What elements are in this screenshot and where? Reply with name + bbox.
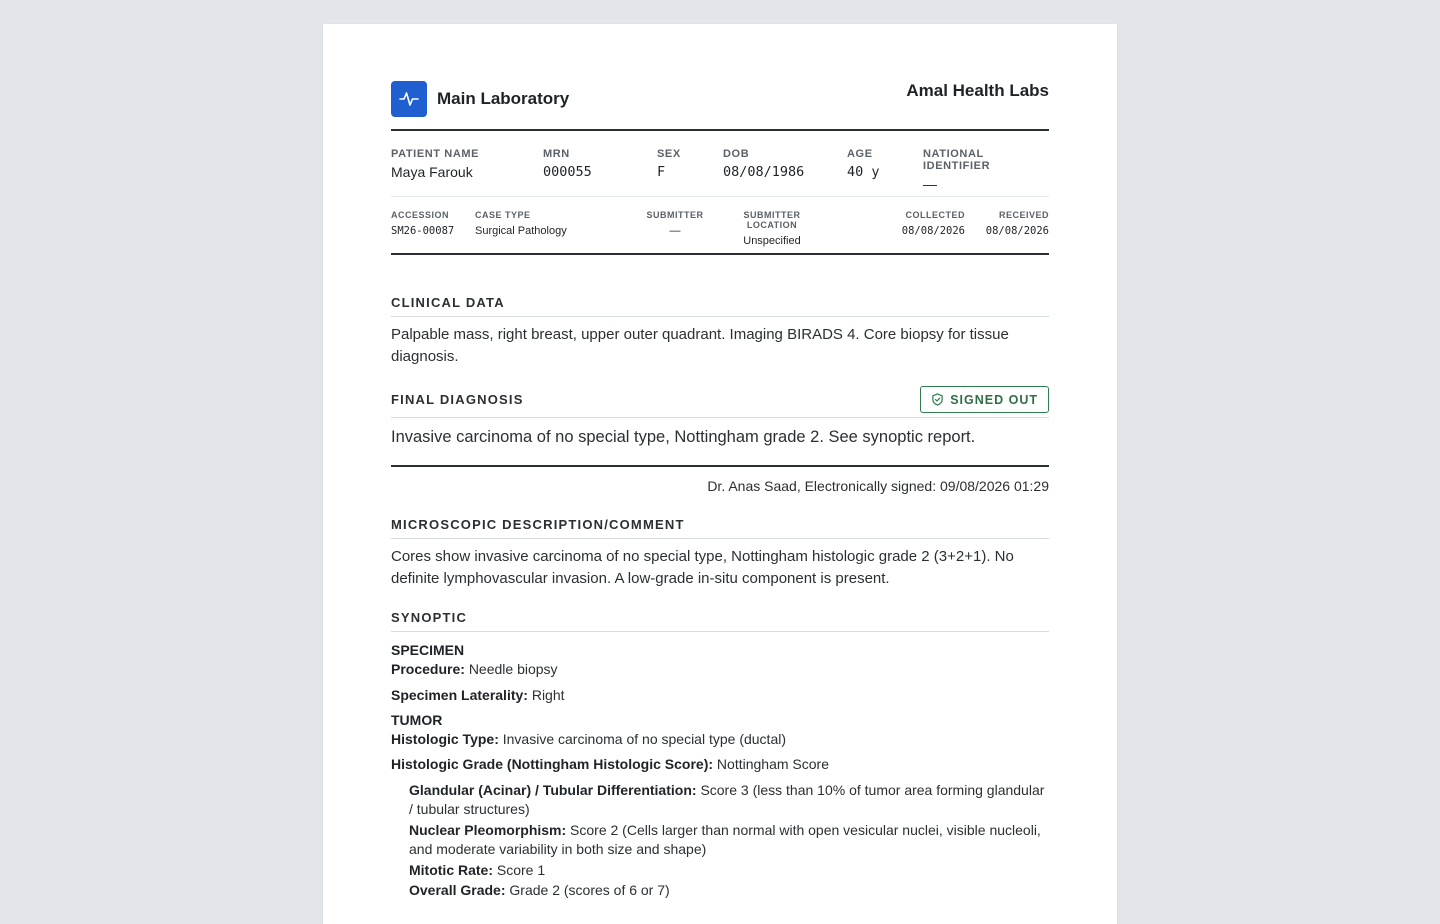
laterality-label: Specimen Laterality: xyxy=(391,687,528,703)
report-page xyxy=(323,24,1117,924)
mitotic-value: Score 1 xyxy=(496,862,546,878)
microscopic-divider xyxy=(391,538,1049,539)
procedure-label: Procedure: xyxy=(391,661,465,677)
patient-divider xyxy=(391,196,1049,197)
received-field xyxy=(975,210,1049,237)
microscopic-text: Cores show invasive carcinoma of no special type, Nottingham histologic grade 2 (3+2+1). No definite lymphovascular invasion. A low-grade in-situ component is present. xyxy=(391,548,1014,587)
laterality-row xyxy=(391,686,1049,705)
report-header xyxy=(391,81,1049,131)
histologic-grade-label: Histologic Grade (Nottingham Histologic Score): xyxy=(391,756,714,772)
mrn-field xyxy=(543,148,592,180)
histologic-grade-row xyxy=(391,755,1049,774)
header-divider xyxy=(391,129,1049,131)
tumor-heading: TUMOR xyxy=(391,712,443,728)
submitter-location-label: SUBMITTER LOCATION xyxy=(743,210,801,230)
overall-grade-label: Overall Grade: xyxy=(409,882,506,898)
clinical-data-title: CLINICAL DATA xyxy=(391,295,505,310)
case-type-field xyxy=(475,210,567,237)
synoptic-section xyxy=(391,642,1049,900)
histologic-type-value: Invasive carcinoma of no special type (ductal) xyxy=(502,731,786,747)
national-id-value: — xyxy=(923,176,937,192)
procedure-value: Needle biopsy xyxy=(468,661,558,677)
patient-name-field xyxy=(391,148,479,180)
overall-grade-value: Grade 2 (scores of 6 or 7) xyxy=(509,882,670,898)
final-diagnosis-title: FINAL DIAGNOSIS xyxy=(391,392,524,407)
dob-label: DOB xyxy=(723,148,750,160)
specimen-heading: SPECIMEN xyxy=(391,642,465,658)
collected-field xyxy=(891,210,965,237)
organization-name: Amal Health Labs xyxy=(906,81,1049,100)
age-field xyxy=(847,148,880,180)
final-diagnosis-divider xyxy=(391,417,1049,418)
sex-value: F xyxy=(657,164,666,180)
diagnosis-bottom-divider xyxy=(391,465,1049,467)
microscopic-title: MICROSCOPIC DESCRIPTION/COMMENT xyxy=(391,517,685,532)
patient-name-label: PATIENT NAME xyxy=(391,148,480,160)
final-diagnosis-text: Invasive carcinoma of no special type, Nottingham grade 2. See synoptic report. xyxy=(391,428,976,446)
submitter-location-value: Unspecified xyxy=(743,235,801,247)
demographics-divider xyxy=(391,253,1049,255)
received-label: RECEIVED xyxy=(998,210,1049,220)
mitotic-label: Mitotic Rate: xyxy=(409,862,493,878)
laterality-value: Right xyxy=(531,687,565,703)
lab-name: Main Laboratory xyxy=(437,89,570,108)
clinical-data-divider xyxy=(391,316,1049,317)
patient-name: Maya Farouk xyxy=(391,164,473,180)
case-type-label: CASE TYPE xyxy=(475,210,531,220)
overall-grade-row xyxy=(391,881,1049,900)
dob-value: 08/08/1986 xyxy=(723,164,805,180)
shield-check-icon xyxy=(931,393,944,406)
signed-out-label: SIGNED OUT xyxy=(950,392,1038,407)
age-value: 40 y xyxy=(847,164,880,180)
submitter-value: — xyxy=(669,225,681,237)
accession-value: SM26-00087 xyxy=(391,225,455,237)
procedure-row xyxy=(391,660,1049,679)
synoptic-divider xyxy=(391,631,1049,632)
accession-label: ACCESSION xyxy=(391,210,450,220)
mitotic-row xyxy=(391,861,1049,880)
national-id-field xyxy=(923,148,1049,192)
submitter-field xyxy=(645,210,705,237)
synoptic-title: SYNOPTIC xyxy=(391,610,468,625)
dob-field xyxy=(723,148,804,180)
nuclear-label: Nuclear Pleomorphism: xyxy=(409,822,567,838)
signature-line: Dr. Anas Saad, Electronically signed: 09/08/2026 01:29 xyxy=(707,478,1049,494)
glandular-row xyxy=(391,781,1049,819)
mrn-value: 000055 xyxy=(543,164,592,180)
nuclear-row xyxy=(391,821,1049,859)
sex-field xyxy=(657,148,681,180)
glandular-label: Glandular (Acinar) / Tubular Differentiation: xyxy=(409,782,697,798)
pulse-icon xyxy=(391,81,427,117)
nuclear-value: Score 2 (Cells larger than normal with open vesicular nuclei, visible nucleoli, and moderate variability in both size and shape) xyxy=(409,822,1041,857)
collected-label: COLLECTED xyxy=(905,210,965,220)
sex-label: SEX xyxy=(657,148,681,160)
histologic-grade-value: Nottingham Score xyxy=(716,756,829,772)
collected-value: 08/08/2026 xyxy=(901,225,965,237)
case-type-value: Surgical Pathology xyxy=(475,225,567,237)
received-value: 08/08/2026 xyxy=(985,225,1049,237)
histologic-type-label: Histologic Type: xyxy=(391,731,499,747)
signed-out-badge xyxy=(920,386,1049,413)
mrn-label: MRN xyxy=(543,148,570,160)
submitter-label: SUBMITTER xyxy=(646,210,704,220)
accession-field xyxy=(391,210,454,237)
histologic-type-row xyxy=(391,730,1049,749)
glandular-value: Score 3 (less than 10% of tumor area forming glandular / tubular structures) xyxy=(409,782,1045,817)
national-id-label: NATIONAL IDENTIFIER xyxy=(923,148,991,172)
clinical-data-text: Palpable mass, right breast, upper outer quadrant. Imaging BIRADS 4. Core biopsy for tissue diagnosis. xyxy=(391,326,1009,365)
age-label: AGE xyxy=(847,148,873,160)
submitter-location-field xyxy=(719,210,825,247)
